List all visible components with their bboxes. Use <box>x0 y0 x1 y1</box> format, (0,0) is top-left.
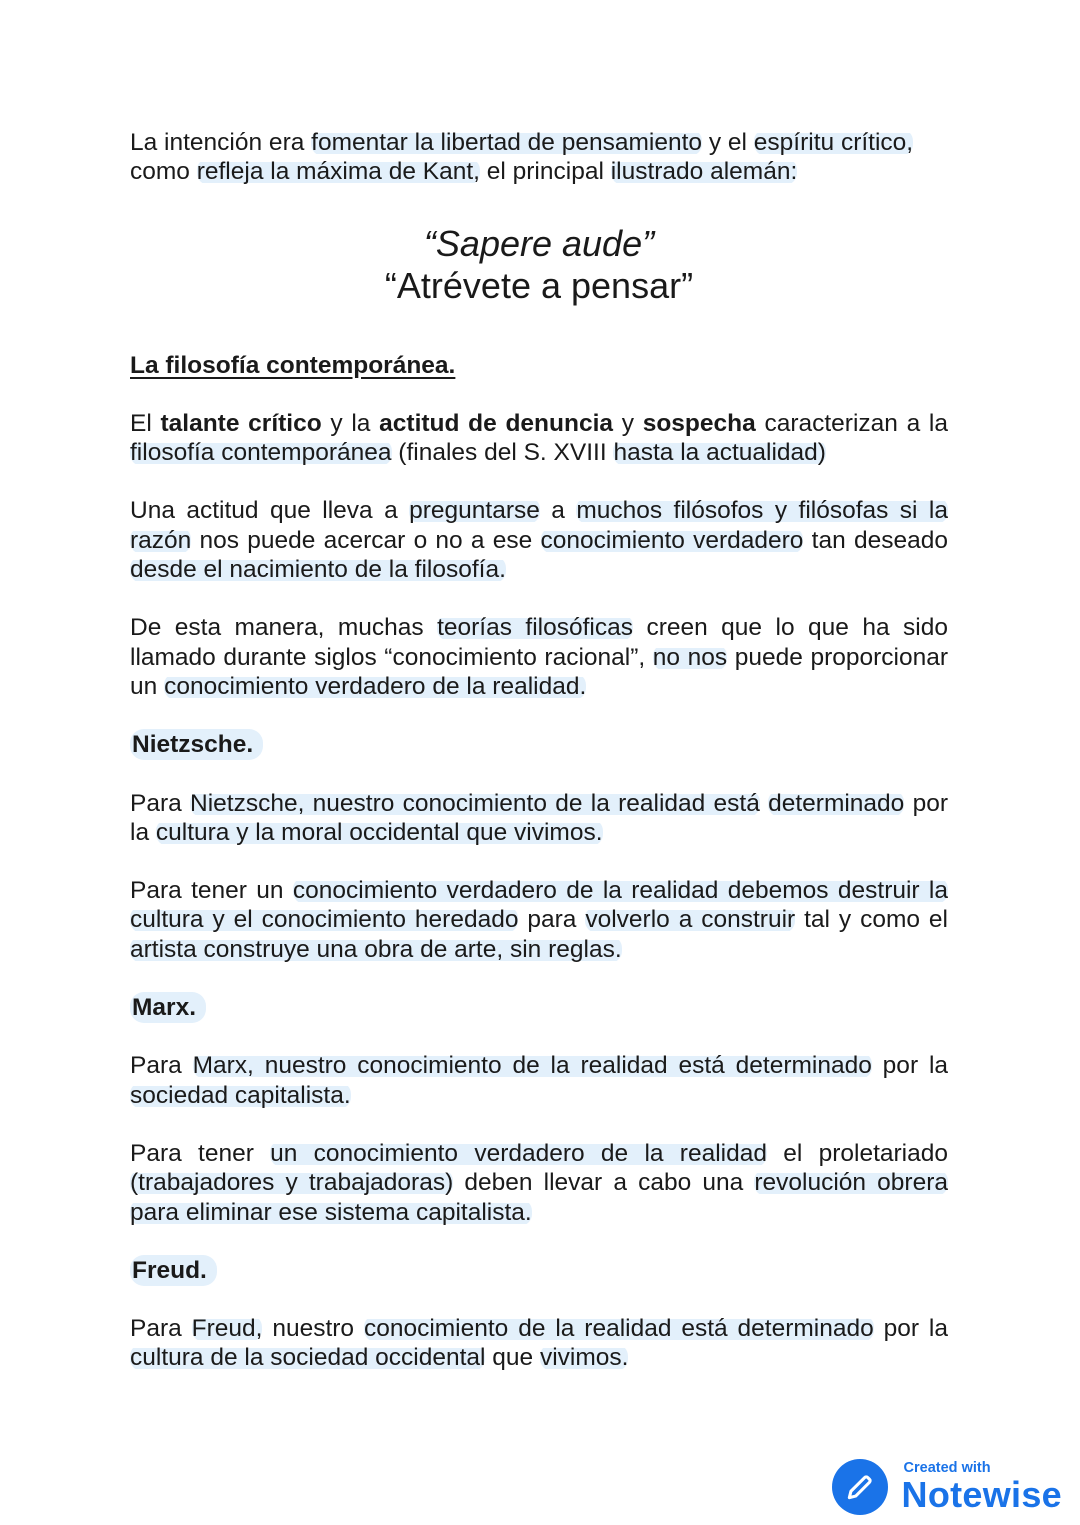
intro-paragraph: La intención era fomentar la libertad de pensamiento y el espíritu crítico, como refleja la máxima de Kant, el principal ilustrado alemán: <box>130 129 914 186</box>
nietzsche-paragraph-1: Para Nietzsche, nuestro conocimiento de la realidad está determinado por la cultura y la moral occidental que vivimos. <box>130 789 948 846</box>
contemporary-paragraph-2: Una actitud que lleva a preguntarse a muchos filósofos y filósofas si la razón nos puede acercar o no a ese conocimiento verdadero tan deseado desde el nacimiento de la filosofía. <box>130 497 948 584</box>
document-page <box>130 128 948 1373</box>
pencil-icon <box>832 1459 888 1515</box>
contemporary-paragraph-1: El talante crítico y la actitud de denuncia y sospecha caracterizan a la filosofía contemporánea (finales del S. XVIII hasta la actualidad) <box>130 409 948 467</box>
kant-quote <box>130 223 948 307</box>
heading-marx: Marx. <box>130 993 948 1022</box>
badge-created-with: Created with <box>903 1459 991 1476</box>
freud-paragraph-1: Para Freud, nuestro conocimiento de la realidad está determinado por la cultura de la sociedad occidental que vivimos. <box>130 1315 949 1372</box>
badge-brand: Notewise <box>901 1474 1062 1516</box>
heading-freud: Freud. <box>130 1256 948 1285</box>
marx-paragraph-2: Para tener un conocimiento verdadero de la realidad el proletariado (trabajadores y trabajadoras) deben llevar a cabo una revolución obrera para eliminar ese sistema capitalista. <box>130 1139 948 1226</box>
notewise-badge[interactable] <box>832 1459 1062 1515</box>
badge-text <box>902 1461 1062 1514</box>
heading-nietzsche: Nietzsche. <box>130 730 948 759</box>
nietzsche-paragraph-2: Para tener un conocimiento verdadero de la realidad debemos destruir la cultura y el conocimiento heredado para volverlo a construir tal y como el artista construye una obra de arte, sin reglas. <box>130 877 948 963</box>
quote-spanish: “Atrévete a pensar” <box>384 264 694 306</box>
quote-latin: “Sapere aude” <box>423 222 655 264</box>
marx-paragraph-1: Para Marx, nuestro conocimiento de la realidad está determinado por la sociedad capitalista. <box>130 1052 949 1109</box>
section-title: La filosofía contemporánea. <box>130 351 456 379</box>
contemporary-paragraph-3: De esta manera, muchas teorías filosóficas creen que lo que ha sido llamado durante siglos “conocimiento racional”, no nos puede proporcionar un conocimiento verdadero de la realidad. <box>130 614 949 700</box>
